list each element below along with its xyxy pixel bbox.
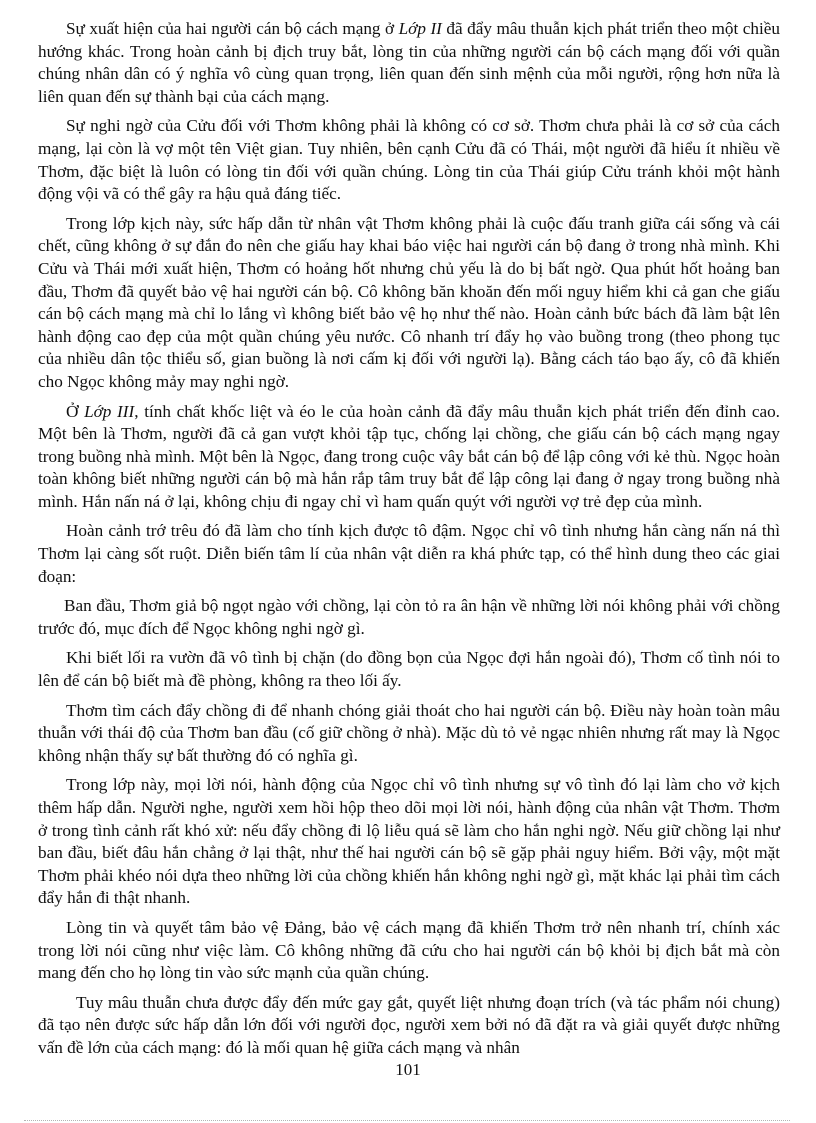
paragraph [38, 18, 780, 108]
paragraph [38, 520, 780, 588]
paragraph [38, 647, 780, 692]
paragraph-text: Trong lớp này, mọi lời nói, hành động của Ngọc chỉ vô tình nhưng sự vô tình đó lại làm cho vở kịch thêm hấp dẫn. Người nghe, người xem hồi hộp theo dõi mọi lời nói, hành động của nhân vật Thơm. Thơm ở trong tình cảnh rất khó xử: nếu đẩy chồng đi lộ liễu quá sẽ làm cho hắn nghi ngờ. Nếu giữ chồng lại như ban đầu, biết đâu hắn chẳng ở lại thật, như thế hai người cán bộ sẽ gặp phải nguy hiểm. Bởi vậy, một mặt Thơm phải khéo nói dựa theo những lời của chồng khiến hắn không nghi ngờ gì, mặt khác lại phải tìm cách đẩy hắn đi thật nhanh. [38, 775, 780, 908]
paragraph-text: Khi biết lối ra vườn đã vô tình bị chặn (do đồng bọn của Ngọc đợi hắn ngoài đó), Thơm cố tình nói to lên để cán bộ biết mà đề phòng, không ra theo lối ấy. [38, 648, 780, 691]
paragraph-text: Tuy mâu thuẫn chưa được đẩy đến mức gay gắt, quyết liệt nhưng đoạn trích (và tác phẩm nói chung) đã tạo nên được sức hấp dẫn lớn đối với người đọc, người xem bởi nó đã đặt ra và giải quyết được những vấn đề lớn của cách mạng: đó là mối quan hệ giữa cách mạng và nhân [38, 992, 780, 1057]
paragraph [38, 115, 780, 205]
paragraph-text: Sự xuất hiện của hai người cán bộ cách mạng ở [66, 19, 399, 38]
paragraph-text: Ở [66, 401, 85, 421]
page-bottom-rule [24, 1120, 790, 1121]
paragraph [38, 774, 780, 910]
italic-scene-reference: Lớp II [398, 19, 442, 38]
paragraph-text: Hoàn cảnh trớ trêu đó đã làm cho tính kịch được tô đậm. Ngọc chỉ vô tình nhưng hắn càng nấn ná thì Thơm lại càng sốt ruột. Diễn biến tâm lí của nhân vật diễn ra khá phức tạp, có thể hình dung theo các giai đoạn: [38, 521, 780, 586]
paragraph-text: Sự nghi ngờ của Cửu đối với Thơm không phải là không có cơ sở. Thơm chưa phải là cơ sở của cách mạng, lại còn là vợ một tên Việt gian. Tuy nhiên, bên cạnh Cửu đã có Thái, một người đã hiểu ít nhiều về Thơm, đặc biệt là luôn có lòng tin đối với quần chúng. Lòng tin của Thái giúp Cửu tránh khỏi một hành động vội vã có thể gây ra hậu quả đáng tiếc. [38, 116, 780, 204]
paragraph [38, 700, 780, 768]
paragraph-text: Ban đầu, Thơm giả bộ ngọt ngào với chồng, lại còn tỏ ra ân hận về những lời nói không phải với chồng trước đó, mục đích để Ngọc không nghi ngờ gì. [38, 596, 780, 638]
paragraph-text: Trong lớp kịch này, sức hấp dẫn từ nhân vật Thơm không phải là cuộc đấu tranh giữa cái sống và cái chết, cũng không ở sự đắn đo nên che giấu hay khai báo việc hai người cán bộ đang ở trong nhà mình. Khi Cửu và Thái mới xuất hiện, Thơm có hoảng hốt nhưng chủ yếu là do bị bất ngờ. Qua phút hốt hoảng ban đầu, Thơm đã quyết bảo vệ hai người cán bộ. Cô không băn khoăn đến mối nguy hiểm khi cả gan che giấu cán bộ cách mạng mà chỉ lo lắng vì không biết bảo vệ họ như thế nào. Hoàn cảnh bức bách đã làm bật lên hành động cao đẹp của một quần chúng yêu nước. Cô nhanh trí đẩy họ vào buồng trong (theo phong tục của nhiều dân tộc thiểu số, gian buồng là nơi cấm kị đối với người lạ). Bằng cách táo bạo ấy, cô đã khiến cho Ngọc không mảy may nghi ngờ. [38, 213, 780, 391]
italic-scene-reference: Lớp III [84, 401, 135, 421]
paragraph-text: Thơm tìm cách đẩy chồng đi để nhanh chóng giải thoát cho hai người cán bộ. Điều này hoàn toàn mâu thuẫn với thái độ của Thơm ban đầu (cố giữ chồng ở nhà). Mặc dù tỏ vẻ ngạc nhiên nhưng rất may là Ngọc không nhận thấy sự bất thường đó có nghĩa gì. [38, 700, 780, 765]
page-number: 101 [395, 1060, 421, 1079]
paragraph-text: , tính chất khốc liệt và éo le của hoàn cảnh đã đẩy mâu thuẫn kịch phát triển đến đỉnh cao. Một bên là Thơm, người đã cả gan vượt khỏi tập tục, chống lại chồng, che giấu cán bộ cách mạng ngay trong buồng nhà mình. Một bên là Ngọc, đang trong cuộc vây bắt cán bộ để lập công với kẻ thù. Ngọc hoàn toàn không biết những người cán bộ mà hắn rắp tâm truy bắt để lập công lại đang ở ngay trong buồng nhà mình. Hắn nấn ná ở lại, không chịu đi ngay chỉ vì ham quấn quýt với người vợ trẻ đẹp của mình. [38, 401, 780, 511]
paragraph [38, 992, 780, 1060]
document-page [38, 18, 780, 1067]
paragraph [38, 595, 780, 640]
paragraph [38, 917, 780, 985]
body-text [38, 18, 780, 1060]
paragraph-text: Lòng tin và quyết tâm bảo vệ Đảng, bảo vệ cách mạng đã khiến Thơm trở nên nhanh trí, chính xác trong lời nói cũng như việc làm. Cô không những đã cứu cho hai người cán bộ khỏi bị địch bắt mà còn mang đến cho họ lòng tin vào sức mạnh của quần chúng. [38, 917, 780, 983]
paragraph [38, 213, 780, 394]
paragraph [38, 401, 780, 514]
paragraph-text: đã đẩy mâu thuẫn kịch phát triển theo một chiều hướng khác. Trong hoàn cảnh bị địch truy bắt, lòng tin của những người cán bộ cách mạng đối với quần chúng nhân dân có ý nghĩa vô cùng quan trọng, liên quan đến sinh mệnh của mỗi người, rộng hơn nữa là liên quan đến sự thành bại của cách mạng. [38, 19, 780, 106]
